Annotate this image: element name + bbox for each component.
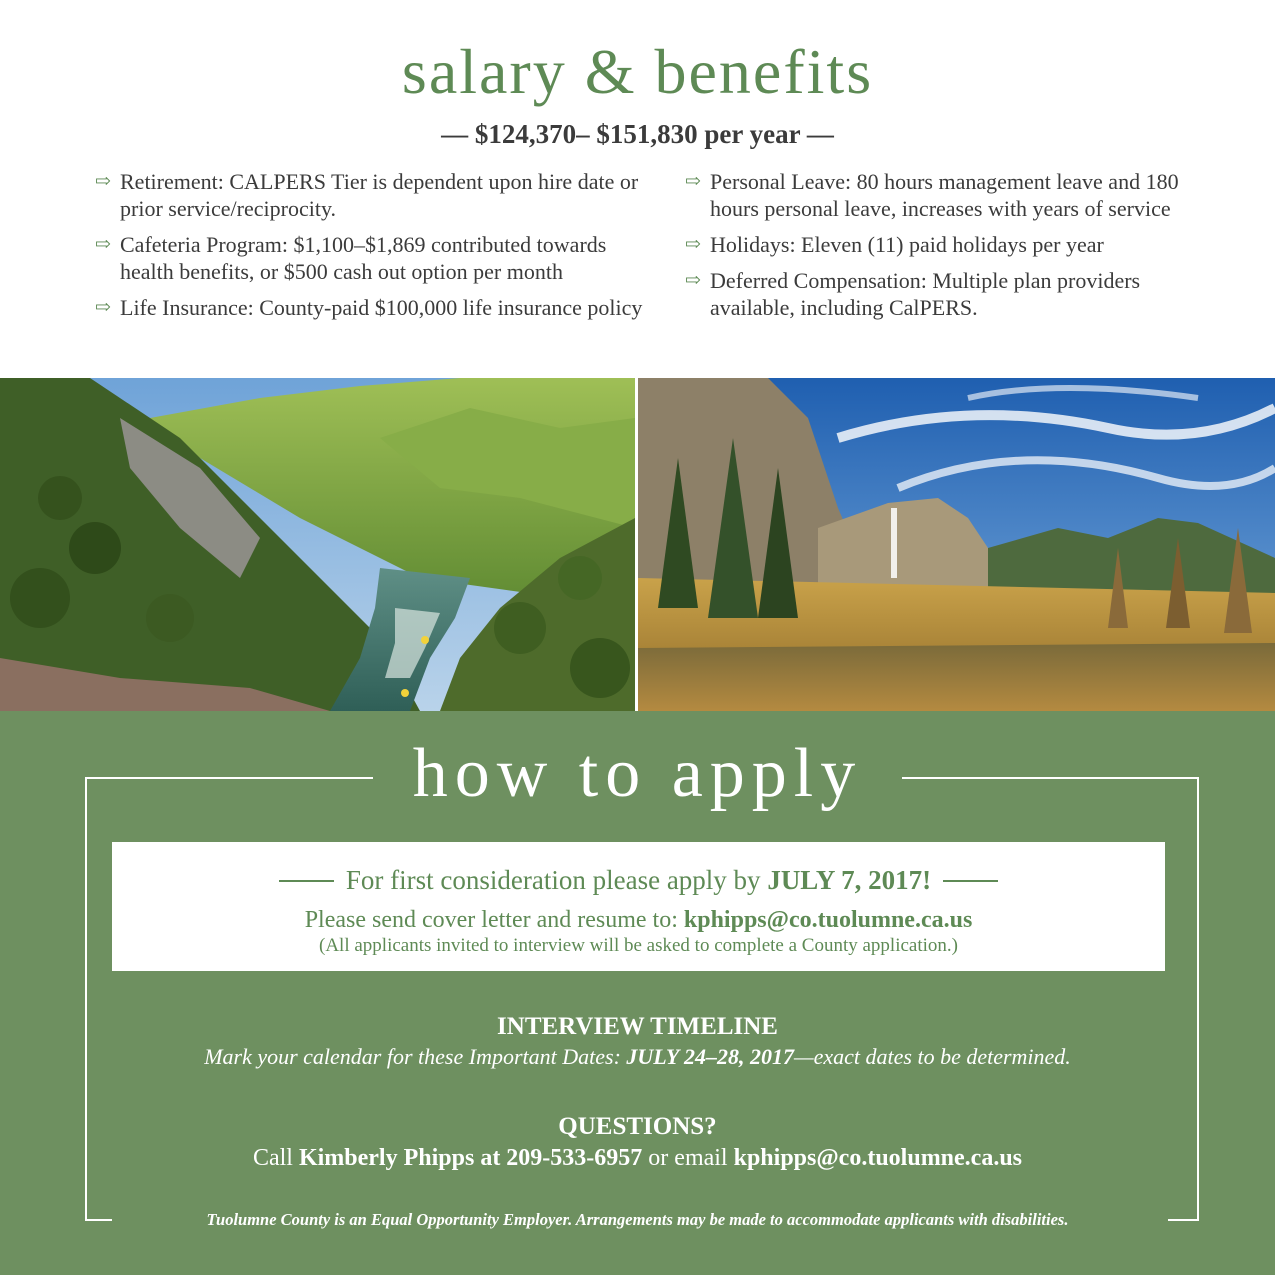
- contact-email-link[interactable]: kphipps@co.tuolumne.ca.us: [733, 1145, 1023, 1171]
- how-to-apply-title: how to apply: [412, 735, 863, 812]
- deadline-date: JULY 7, 2017!: [767, 865, 932, 895]
- benefit-text: Life Insurance: County-paid $100,000 life insurance policy: [120, 295, 643, 320]
- timeline-suffix: —exact dates to be determined.: [794, 1044, 1071, 1069]
- apply-email-link[interactable]: kphipps@co.tuolumne.ca.us: [683, 907, 973, 933]
- timeline-dates: JULY 24–28, 2017: [626, 1044, 795, 1069]
- contact-name-phone: Kimberly Phipps at 209-533-6957: [298, 1145, 643, 1171]
- call-prefix: Call: [252, 1145, 293, 1171]
- arrow-right-icon: ⇨: [95, 297, 111, 318]
- benefit-item: [685, 267, 1185, 321]
- interview-timeline-text: [0, 1044, 1275, 1070]
- arrow-right-icon: ⇨: [685, 270, 701, 291]
- photo-strip: [0, 378, 1275, 711]
- dash-line: [943, 880, 998, 882]
- arrow-right-icon: ⇨: [95, 171, 111, 192]
- apply-deadline-box: [112, 842, 1165, 971]
- benefit-item: [95, 168, 655, 222]
- river-canyon-photo: [0, 378, 635, 711]
- equal-opportunity-statement: Tuolumne County is an Equal Opportunity Employer. Arrangements may be made to accommodate applicants with disabilities.: [206, 1210, 1069, 1229]
- benefit-text: Deferred Compensation: Multiple plan providers available, including CalPERS.: [710, 268, 1141, 320]
- benefit-text: Cafeteria Program: $1,100–$1,869 contributed towards health benefits, or $500 cash out option per month: [120, 232, 607, 284]
- valley-waterfall-photo: [638, 378, 1275, 711]
- salary-benefits-title: salary & benefits: [401, 36, 874, 107]
- benefit-item: [685, 168, 1185, 222]
- county-application-note: (All applicants invited to interview will be asked to complete a County application.): [319, 935, 958, 956]
- send-resume-line: [112, 906, 1165, 934]
- timeline-prefix: Mark your calendar for these Important Dates:: [204, 1044, 621, 1069]
- send-resume-text: Please send cover letter and resume to:: [304, 907, 678, 933]
- questions-contact-line: [0, 1144, 1275, 1173]
- interview-timeline-heading: INTERVIEW TIMELINE: [497, 1013, 778, 1040]
- benefit-item: [685, 231, 1185, 258]
- email-prefix: or email: [648, 1145, 728, 1171]
- arrow-right-icon: ⇨: [685, 234, 701, 255]
- arrow-right-icon: ⇨: [685, 171, 701, 192]
- salary-range: — $124,370– $151,830 per year —: [441, 119, 834, 149]
- benefits-list-left: [95, 168, 655, 330]
- benefit-text: Retirement: CALPERS Tier is dependent upon hire date or prior service/reciprocity.: [120, 169, 639, 221]
- how-to-apply-section: [0, 711, 1275, 1275]
- benefit-text: Personal Leave: 80 hours management leave and 180 hours personal leave, increases with years of service: [710, 169, 1179, 221]
- dash-line: [279, 880, 334, 882]
- arrow-right-icon: ⇨: [95, 234, 111, 255]
- benefit-item: [95, 294, 655, 321]
- questions-heading: QUESTIONS?: [558, 1113, 717, 1140]
- consideration-line: [112, 864, 1165, 896]
- benefit-item: [95, 231, 655, 285]
- benefit-text: Holidays: Eleven (11) paid holidays per year: [710, 232, 1104, 257]
- benefits-list-right: [685, 168, 1185, 330]
- consideration-text: For first consideration please apply by: [345, 865, 761, 895]
